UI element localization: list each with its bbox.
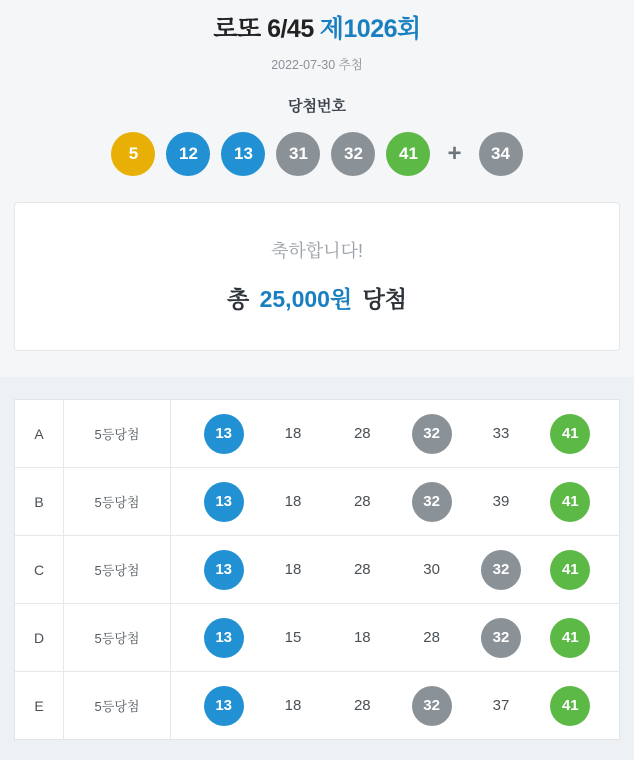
ticket-number: 28 — [423, 629, 440, 647]
ticket-rank: 5등당첨 — [64, 604, 171, 671]
ticket-number: 15 — [284, 629, 302, 647]
ticket-number: 41 — [550, 550, 590, 590]
ticket-number: 18 — [284, 697, 302, 715]
winning-ball: 12 — [166, 132, 210, 176]
ticket-number: 39 — [492, 493, 510, 511]
ticket-number: 13 — [204, 686, 244, 726]
ticket-number: 28 — [353, 425, 371, 443]
result-card — [14, 202, 620, 351]
prize-prefix: 총 — [226, 286, 250, 313]
prize-suffix: 당첨 — [362, 286, 407, 313]
winning-balls-row — [0, 132, 634, 176]
ticket-number: 18 — [284, 493, 302, 511]
table-row — [15, 672, 619, 739]
table-row — [15, 400, 619, 468]
ticket-number: 18 — [353, 629, 371, 647]
ticket-rank: 5등당첨 — [64, 536, 171, 603]
table-row — [15, 468, 619, 536]
congrats-text: 축하합니다! — [271, 241, 363, 262]
ticket-number: 32 — [412, 686, 452, 726]
ticket-letter: D — [15, 604, 64, 671]
draw-date: 2022-07-30 추첨 — [271, 58, 363, 73]
page-header — [0, 0, 634, 95]
page-title-main: 로또 6/45 — [213, 15, 314, 43]
page-title-round: 제1026회 — [319, 15, 421, 43]
section-divider — [0, 377, 634, 399]
ticket-numbers — [171, 536, 619, 603]
plus-icon: + — [447, 140, 462, 168]
ticket-number: 18 — [284, 425, 302, 443]
ticket-number: 28 — [353, 697, 371, 715]
winning-numbers-label: 당첨번호 — [288, 98, 346, 116]
ticket-number: 13 — [204, 550, 244, 590]
winning-ball: 5 — [111, 132, 155, 176]
ticket-rank: 5등당첨 — [64, 672, 171, 739]
ticket-table — [14, 399, 620, 740]
ticket-numbers — [171, 400, 619, 467]
ticket-numbers — [171, 604, 619, 671]
ticket-number: 32 — [412, 482, 452, 522]
ticket-rank: 5등당첨 — [64, 468, 171, 535]
ticket-number: 30 — [423, 561, 440, 579]
ticket-number: 13 — [204, 482, 244, 522]
prize-line — [25, 281, 609, 314]
ticket-number: 33 — [492, 425, 510, 443]
ticket-number: 18 — [284, 561, 302, 579]
ticket-number: 28 — [353, 561, 371, 579]
ticket-number: 28 — [353, 493, 371, 511]
winning-ball: 31 — [276, 132, 320, 176]
ticket-number: 41 — [550, 414, 590, 454]
table-row — [15, 604, 619, 672]
page-title — [0, 14, 634, 45]
ticket-number: 41 — [550, 618, 590, 658]
ticket-number: 37 — [492, 697, 510, 715]
result-card-wrap — [0, 202, 634, 377]
ticket-letter: A — [15, 400, 64, 467]
ticket-letter: B — [15, 468, 64, 535]
prize-amount: 25,000원 — [259, 286, 353, 313]
ticket-letter: C — [15, 536, 64, 603]
ticket-number: 13 — [204, 414, 244, 454]
bottom-spacer — [0, 740, 634, 754]
ticket-number: 32 — [412, 414, 452, 454]
ticket-number: 41 — [550, 686, 590, 726]
winning-ball: 41 — [386, 132, 430, 176]
ticket-numbers — [171, 672, 619, 739]
ticket-rank: 5등당첨 — [64, 400, 171, 467]
winning-ball: 32 — [331, 132, 375, 176]
ticket-number: 41 — [550, 482, 590, 522]
ticket-number: 13 — [204, 618, 244, 658]
ticket-number: 32 — [481, 618, 521, 658]
ticket-letter: E — [15, 672, 64, 739]
ticket-numbers — [171, 468, 619, 535]
ticket-number: 32 — [481, 550, 521, 590]
table-row — [15, 536, 619, 604]
winning-numbers-section — [0, 95, 634, 202]
bonus-ball: 34 — [479, 132, 523, 176]
winning-ball: 13 — [221, 132, 265, 176]
